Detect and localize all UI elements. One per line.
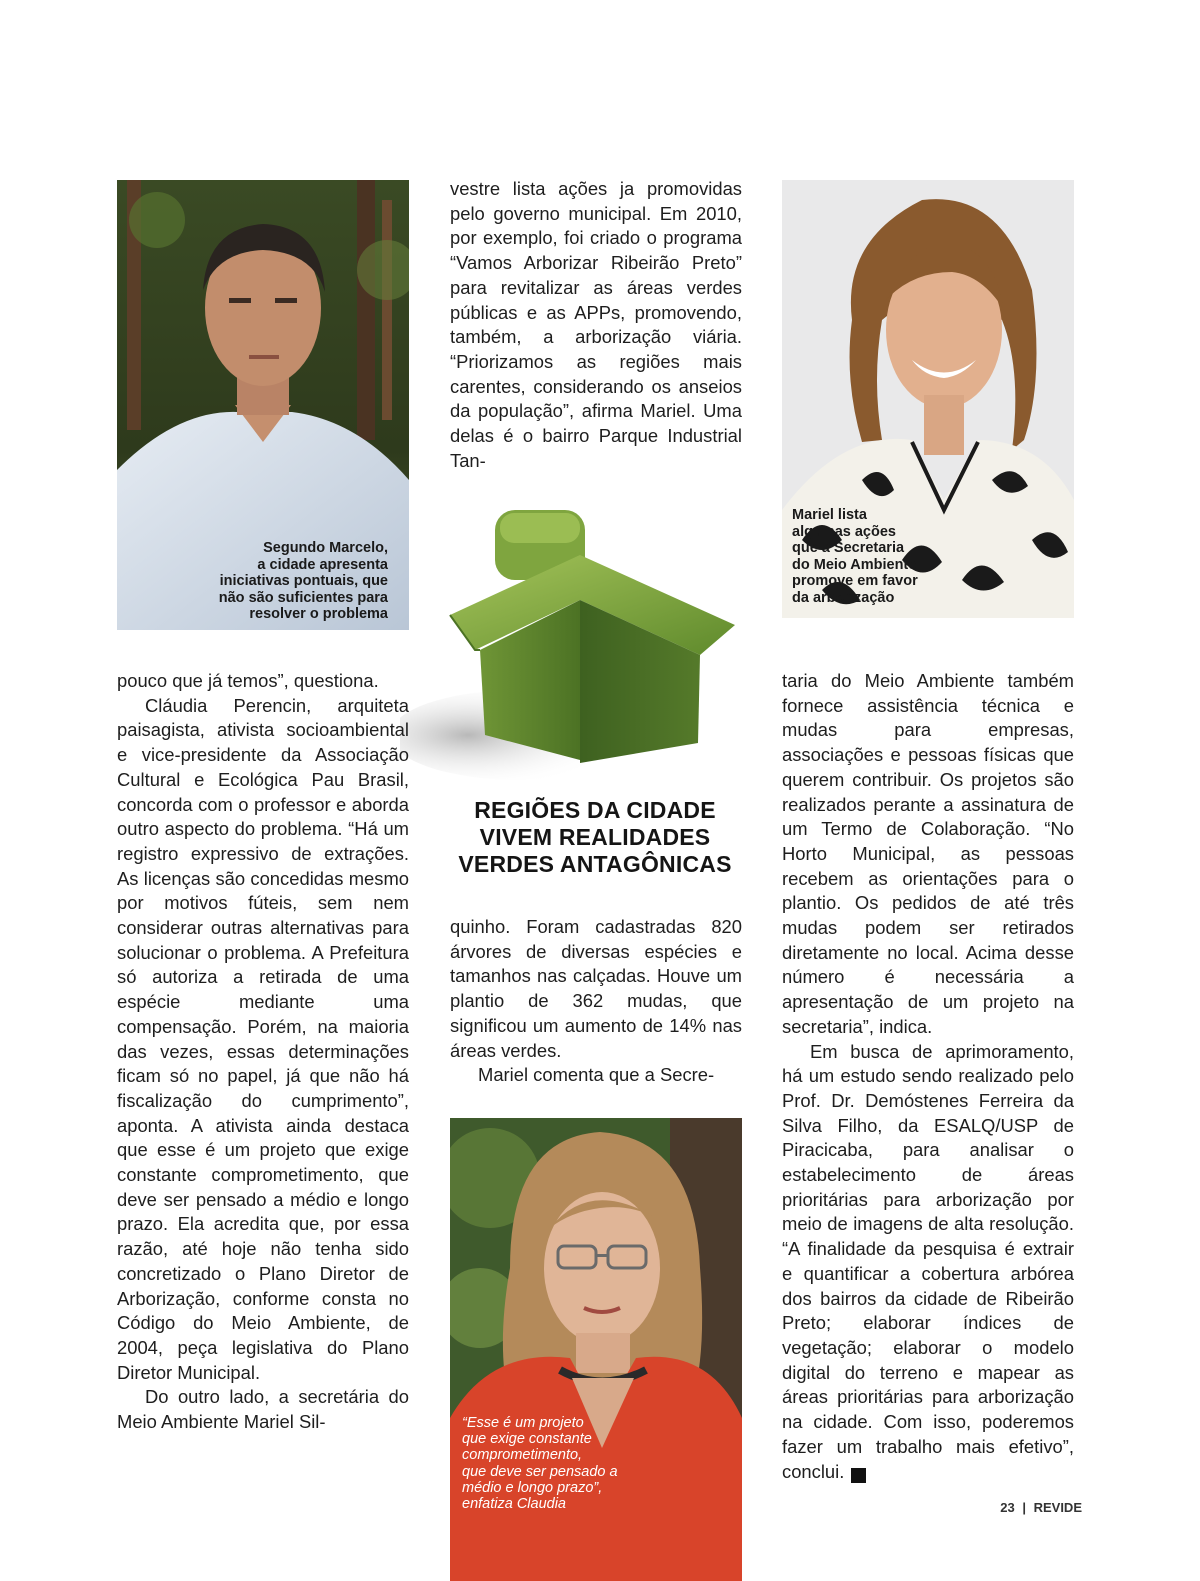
caption-mariel: Mariel lista algumas ações que a Secretaria do Meio Ambiente promove em favor da arborização: [792, 507, 918, 606]
column-3-text: [782, 669, 1074, 1484]
column-2-middle-text: [450, 915, 742, 1088]
headline: REGIÕES DA CIDADE VIVEM REALIDADES VERDES ANTAGÔNICAS: [458, 797, 732, 877]
column-2-top-text: [450, 177, 742, 473]
paragraph: quinho. Foram cadastradas 820 árvores de diversas espécies e tamanhos nas calçadas. Houve um plantio de 362 mudas, que significou um aumento de 14% nas áreas verdes.: [450, 916, 742, 1061]
paragraph: Mariel comenta que a Secre-: [478, 1064, 715, 1086]
caption-claudia: “Esse é um projeto que exige constante comprometimento, que deve ser pensado a médio e longo prazo”, enfatiza Claudia: [462, 1415, 618, 1513]
page-number: 23: [1000, 1500, 1015, 1515]
page-footer: [1000, 1500, 1082, 1515]
end-mark-icon: r: [851, 1468, 866, 1483]
paragraph: Do outro lado, a secretária do Meio Ambiente Mariel Sil-: [117, 1386, 409, 1433]
column-1-text: [117, 669, 409, 1435]
footer-separator: |: [1022, 1500, 1026, 1515]
caption-marcelo: Segundo Marcelo, a cidade apresenta iniciativas pontuais, que não são suficientes para resolver o problema: [218, 540, 388, 622]
paragraph: vestre lista ações ja promovidas pelo governo municipal. Em 2010, por exemplo, foi criado o programa “Vamos Arborizar Ribeirão Preto” para revitalizar as áreas verdes públicas e as APPs, promovendo, também, a arborização viária. “Priorizamos as regiões mais carentes, considerando os anseios da população”, afirma Mariel. Uma delas é o bairro Parque Industrial Tan-: [450, 178, 742, 471]
paragraph: Cláudia Perencin, arquiteta paisagista, ativista socioambiental e vice-presidente da Associação Cultural e Ecológica Pau Brasil, concorda com o professor e aborda outro aspecto do problema. “Há um registro expressivo de extrações. As licenças são concedidas mesmo por motivos fúteis, sem nem considerar outras alternativas para solucionar o problema. A Prefeitura só autoriza a retirada de uma espécie mediante uma compensação. Porém, na maioria das vezes, essas determinações ficam só no papel, já que não há fiscalização do cumprimento”, aponta. A ativista ainda destaca que esse é um projeto que exige constante comprometimento, que deve ser pensado a médio e longo prazo. Ela acredita que, por essa razão, até hoje não tenha sido concretizado o Plano Diretor de Arborização, conforme consta no Código do Meio Ambiente, de 2004, peça legislativa do Plano Diretor Municipal.: [117, 694, 409, 1383]
magazine-name: REVIDE: [1033, 1500, 1082, 1515]
grass-house-illustration: [400, 505, 750, 790]
paragraph: pouco que já temos”, questiona.: [117, 670, 379, 691]
paragraph: Em busca de aprimoramento, há um estudo sendo realizado pelo Prof. Dr. Demóstenes Ferreira da Silva Filho, da ESALQ/USP de Piracicaba, para analisar o estabelecimento de áreas prioritárias para arborização por meio de imagens de alta resolução. “A finalidade da pesquisa é extrair e quantificar a cobertura arbórea dos bairros da cidade de Ribeirão Preto; elaborar índices de vegetação; elaborar o modelo digital do terreno e mapear as áreas prioritárias para arborização na cidade. Com isso, poderemos fazer um trabalho mais efetivo”, conclui. r: [782, 1040, 1074, 1482]
paragraph: taria do Meio Ambiente também fornece assistência técnica e mudas para empresas, associações e pessoas físicas que querem contribuir. Os projetos são realizados perante a assinatura de um Termo de Colaboração. “No Horto Municipal, as pessoas recebem as orientações para o plantio. Os pedidos de até três mudas podem ser retirados diretamente no local. Acima desse número é necessária a apresentação de um projeto na secretaria”, indica.: [782, 670, 1074, 1037]
grass-house-icon: [400, 505, 750, 790]
